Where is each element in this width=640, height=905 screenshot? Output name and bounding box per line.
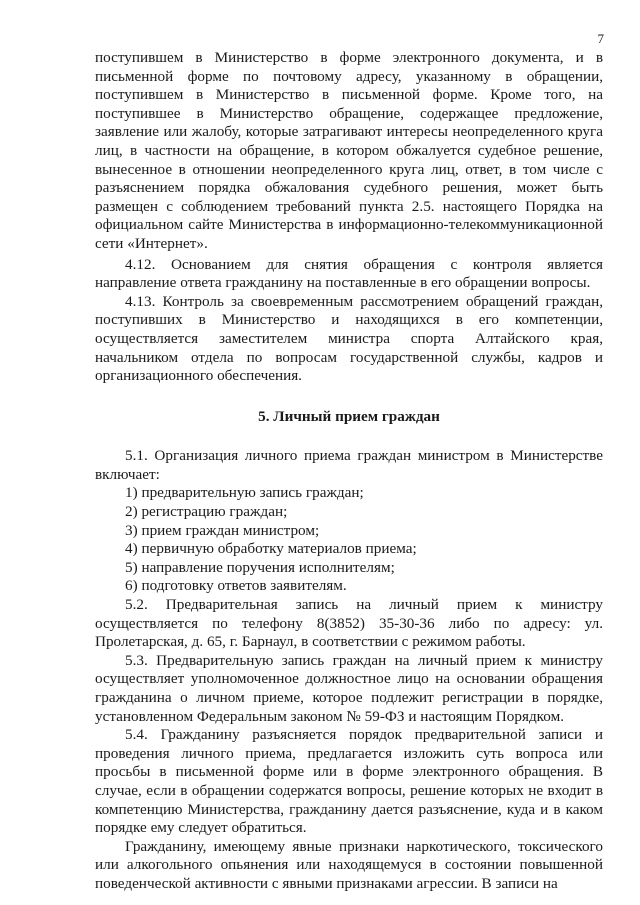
list-item: 4) первичную обработку материалов приема; xyxy=(125,540,417,558)
paragraph-5-2: 5.2. Предварительная запись на личный прием к министру осуществляется по телефону 8(3852) 35-30-36 либо по адресу: ул. Пролетарская, д. 65, г. Барнаул, в соответствии с режимом работы. xyxy=(95,596,603,651)
reception-stages-list xyxy=(95,484,603,596)
paragraph-5-1: 5.1. Организация личного приема граждан министром в Министерстве включает: xyxy=(95,447,603,483)
list-item: 3) прием граждан министром; xyxy=(125,521,320,539)
paragraph-intoxication: Гражданину, имеющему явные признаки наркотического, токсического или алкогольного опьянения или находящемуся в состоянии повышенной поведенческой активности с явными признаками агрессии. В записи на xyxy=(95,837,603,892)
paragraph-4-12: 4.12. Основанием для снятия обращения с контроля является направление ответа гражданину на поставленные в его обращении вопросы. xyxy=(95,255,603,292)
paragraph-4-13: 4.13. Контроль за своевременным рассмотрением обращений граждан, поступивших в Министерство и находящихся в его компетенции, осуществляется заместителем министра спорта Алтайского края, начальником отдела по вопросам государственной службы, кадров и организационного обеспечения. xyxy=(95,292,603,385)
list-item: 5) направление поручения исполнителям; xyxy=(125,558,395,576)
paragraph-5-3: 5.3. Предварительную запись граждан на личный прием к министру осуществляет уполномоченное должностное лицо на основании обращения гражданина о личном приеме, которое подлежит регистрации в порядке, установленном Федеральным законом № 59-ФЗ и настоящим Порядком. xyxy=(95,651,603,725)
section-heading: 5. Личный прием граждан xyxy=(258,407,440,425)
list-item: 2) регистрацию граждан; xyxy=(125,503,288,521)
paragraph-continuation: поступившем в Министерство в форме электронного документа, и в письменной форме по почтовому адресу, указанному в обращении, поступившем в Министерство в письменной форме. Кроме того, на поступившее в Министерство обращение, содержащее предложение, заявление или жалобу, которые затрагивают интересы неопределенного круга лиц, в частности на обращение, в котором обжалуется судебное решение, вынесенное в отношении неопределенного круга лиц, ответ, в том числе с разъяснением порядка обжалования судебного решения, может быть размещен с соблюдением требований пункта 2.5. настоящего Порядка на официальном сайте Министерства в информационно-телекоммуникационной сети «Интернет». xyxy=(95,49,603,252)
paragraph-5-4: 5.4. Гражданину разъясняется порядок предварительной записи и проведения личного приема, предлагается изложить суть вопроса или просьбы в письменной форме или в форме электронного обращения. В случае, если в обращении содержатся вопросы, решение которых не входит в компетенцию Министерства, гражданину дается разъяснение, куда и в каком порядке ему следует обратиться. xyxy=(95,726,603,837)
page-number: 7 xyxy=(597,31,604,46)
document-body xyxy=(95,49,603,894)
list-item: 1) предварительную запись граждан; xyxy=(125,484,364,502)
list-item: 6) подготовку ответов заявителям. xyxy=(125,577,347,595)
